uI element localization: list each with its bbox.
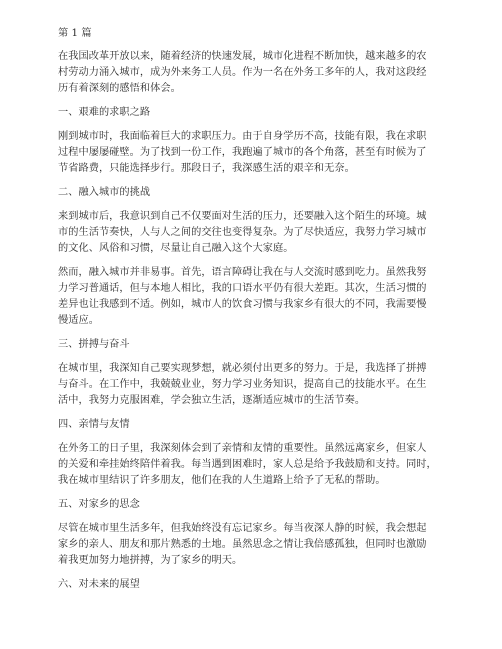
section-heading: 五、对家乡的思念 — [58, 499, 140, 510]
paragraph-line: 在外务工的日子里，我深刻体会到了亲情和友情的重要性。虽然远离家乡，但家人 — [58, 443, 427, 454]
section-paragraph — [58, 265, 444, 329]
paragraph-line: 我在城市里结识了许多朋友，他们在我的人生道路上给予了无私的帮助。 — [58, 475, 386, 486]
paragraph-line: 市的生活节奏快，人与人之间的交往也变得复杂。为了尽快适应，我努力学习城市 — [58, 227, 427, 238]
paragraph-line: 刚到城市时，我面临着巨大的求职压力。由于自身学历不高，技能有限，我在求职 — [58, 131, 427, 142]
paragraph-line: 在城市里，我深知自己要实现梦想，就必须付出更多的努力。于是，我选择了拼搏 — [58, 363, 427, 374]
paragraph-line: 活中，我努力克服困难，学会独立生活，逐渐适应城市的生活节奏。 — [58, 395, 366, 406]
section-paragraph — [58, 441, 444, 489]
section-heading: 一、艰难的求职之路 — [58, 107, 151, 118]
paragraph-line: 来到城市后，我意识到自己不仅要面对生活的压力，还要融入这个陌生的环境。城 — [58, 211, 427, 222]
intro-paragraph — [58, 49, 444, 97]
section-paragraph — [58, 209, 444, 257]
section-heading: 六、对未来的展望 — [58, 579, 140, 590]
section-heading: 四、亲情与友情 — [58, 419, 130, 430]
paragraph-line: 然而，融入城市并非易事。首先，语言障碍让我在与人交流时感到吃力。虽然我努 — [58, 267, 427, 278]
paragraph-line: 的关爱和牵挂始终陪伴着我。每当遇到困难时，家人总是给予我鼓励和支持。同时， — [58, 459, 437, 470]
paragraph-line: 慢适应。 — [58, 315, 99, 326]
paragraph-line: 差异也让我感到不适。例如，城市人的饮食习惯与我家乡有很大的不同，我需要慢 — [58, 299, 427, 310]
paragraph-line: 过程中屡屡碰壁。为了找到一份工作，我跑遍了城市的各个角落，甚至有时候为了 — [58, 147, 427, 158]
paragraph-line: 与奋斗。在工作中，我兢兢业业，努力学习业务知识，提高自己的技能水平。在生 — [58, 379, 427, 390]
paragraph-line: 力学习普通话，但与本地人相比，我的口语水平仍有很大差距。其次，生活习惯的 — [58, 283, 427, 294]
paragraph-line: 村劳动力涌入城市，成为外来务工人员。作为一名在外务工多年的人，我对这段经 — [58, 67, 427, 78]
paragraph-line: 节省路费，只能选择步行。那段日子，我深感生活的艰辛和无奈。 — [58, 163, 355, 174]
paragraph-line: 历有着深刻的感悟和体会。 — [58, 83, 181, 94]
paragraph-line: 着我更加努力地拼搏，为了家乡的明天。 — [58, 555, 243, 566]
paragraph-line: 在我国改革开放以来，随着经济的快速发展，城市化进程不断加快，越来越多的农 — [58, 51, 427, 62]
section-paragraph — [58, 129, 444, 177]
paragraph-line: 尽管在城市里生活多年，但我始终没有忘记家乡。每当夜深人静的时候，我会想起 — [58, 523, 427, 534]
paragraph-line: 的文化、风俗和习惯，尽量让自己融入这个大家庭。 — [58, 243, 294, 254]
document-title: 第 1 篇 — [58, 28, 92, 39]
section-paragraph — [58, 521, 444, 569]
paragraph-line: 家乡的亲人、朋友和那片熟悉的土地。虽然思念之情让我倍感孤独，但同时也激励 — [58, 539, 427, 550]
section-heading: 三、拼搏与奋斗 — [58, 339, 130, 350]
section-heading: 二、融入城市的挑战 — [58, 187, 151, 198]
document-page — [58, 26, 444, 593]
section-paragraph — [58, 361, 444, 409]
